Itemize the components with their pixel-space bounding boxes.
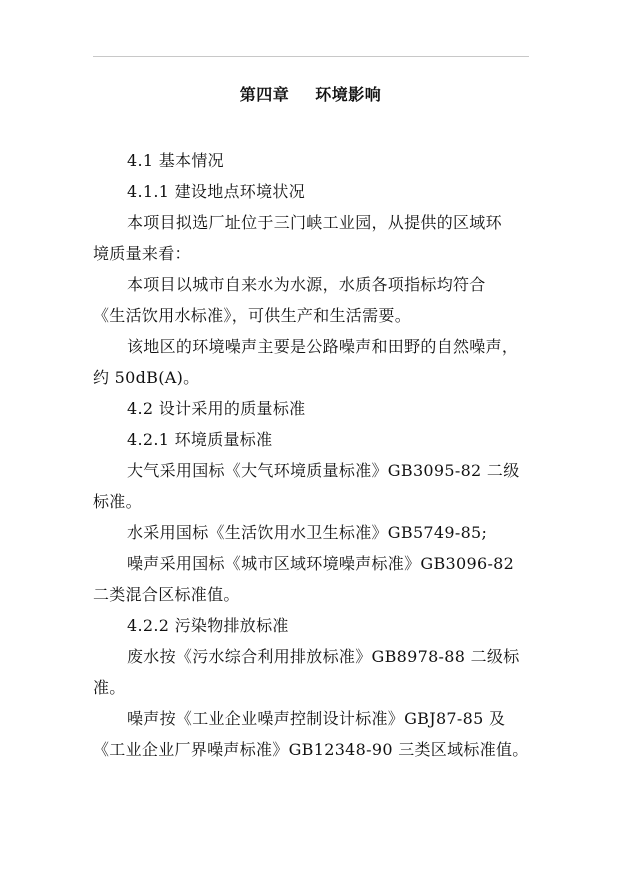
section-heading: 4.1 基本情况 [127,151,224,170]
paragraph-line: 废水按《污水综合利用排放标准》GB8978-88 二级标 [127,647,520,666]
paragraph-line: 噪声按《工业企业噪声控制设计标准》GBJ87-85 及 [127,709,506,728]
paragraph-line: 《工业企业厂界噪声标准》GB12348-90 三类区域标准值。 [93,740,529,759]
section-heading: 4.2 设计采用的质量标准 [127,399,306,418]
paragraph-line: 标准。 [93,492,142,511]
paragraph-line: 准。 [93,678,126,697]
paragraph-line: 境质量来看： [93,244,191,263]
subsection-heading: 4.1.1 建设地点环境状况 [127,182,305,201]
paragraph-line: 噪声采用国标《城市区域环境噪声标准》GB3096-82 [127,554,515,573]
paragraph-line: 该地区的环境噪声主要是公路噪声和田野的自然噪声， [127,337,519,356]
chapter-number: 第四章 [239,85,290,104]
paragraph-line: 大气采用国标《大气环境质量标准》GB3095-82 二级 [127,461,520,480]
paragraph-line: 《生活饮用水标准》，可供生产和生活需要。 [93,306,412,325]
chapter-title [0,82,621,105]
paragraph-line: 本项目以城市自来水为水源，水质各项指标均符合 [127,275,486,294]
paragraph-line: 约 50dB(A)。 [93,368,200,387]
header-rule [93,56,529,57]
paragraph-line: 二类混合区标准值。 [93,585,240,604]
subsection-heading: 4.2.1 环境质量标准 [127,430,273,449]
paragraph-line: 水采用国标《生活饮用水卫生标准》GB5749-85; [127,523,488,542]
subsection-heading: 4.2.2 污染物排放标准 [127,616,289,635]
chapter-name: 环境影响 [315,85,382,104]
body-text [93,145,529,765]
paragraph-line: 本项目拟选厂址位于三门峡工业园，从提供的区域环 [127,213,502,232]
